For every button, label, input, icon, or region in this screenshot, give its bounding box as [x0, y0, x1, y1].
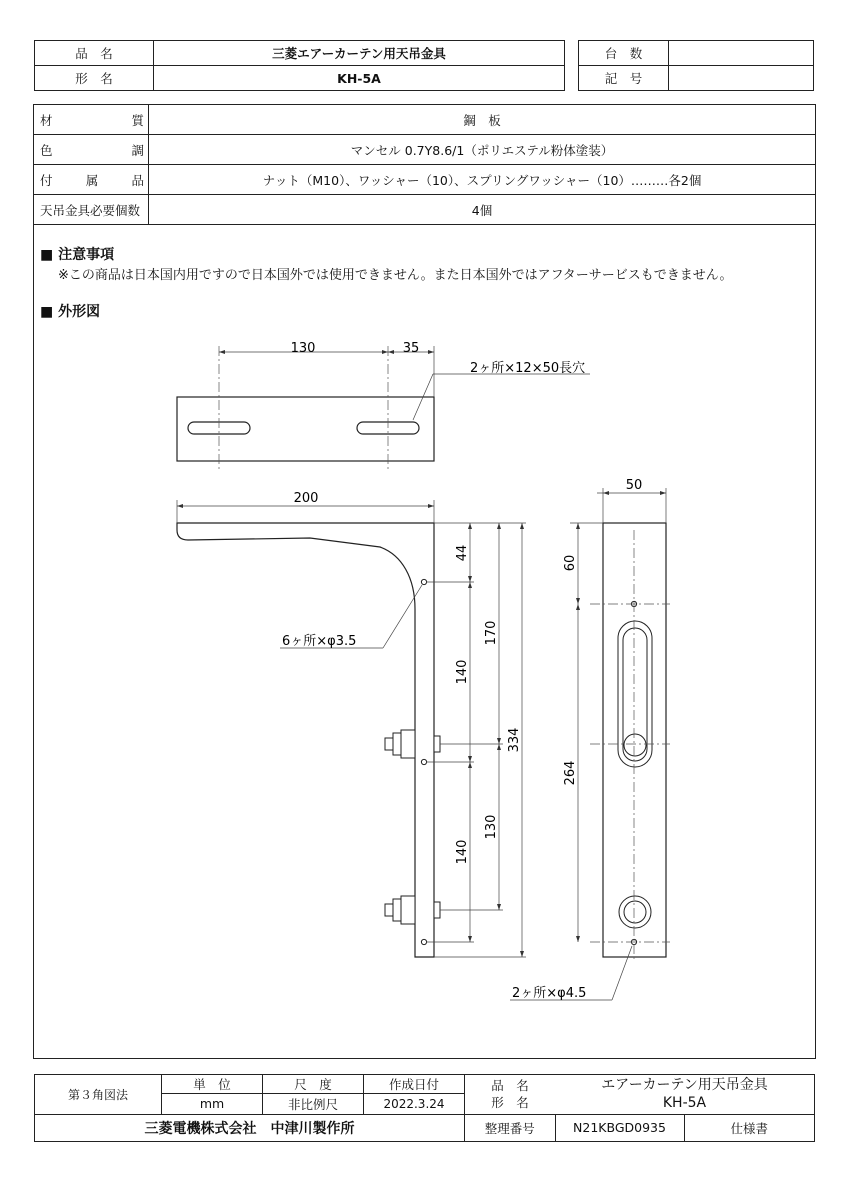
date-label: 作成日付	[364, 1075, 465, 1094]
scale-label: 尺 度	[263, 1075, 364, 1094]
spec-value: 4個	[149, 195, 816, 225]
projection: 第３角図法	[35, 1075, 162, 1115]
mark-label: 記 号	[579, 66, 669, 91]
dim-130b: 130	[484, 814, 499, 840]
dim-264: 264	[563, 760, 578, 786]
unit-value: mm	[162, 1094, 263, 1114]
product-name: 三菱エアーカーテン用天吊金具	[154, 41, 565, 66]
top-plate	[177, 397, 434, 461]
drawing-title: ■ 外形図	[40, 304, 101, 320]
doc-type: 仕様書	[684, 1114, 815, 1141]
dim-334: 334	[507, 727, 522, 753]
spec-value: マンセル 0.7Y8.6/1（ポリエステル粉体塗装）	[149, 135, 816, 165]
dim-140b: 140	[455, 839, 470, 865]
spec-label: 付 属 品	[34, 165, 149, 195]
dim-50: 50	[625, 478, 643, 493]
spec-label: 色 調	[34, 135, 149, 165]
qty-label: 台 数	[579, 41, 669, 66]
model-label: 形 名	[35, 66, 154, 91]
front-slot-inner	[623, 628, 647, 761]
hole6-note: 6ヶ所×φ3.5	[282, 634, 357, 649]
product-name-label: 品 名	[35, 41, 154, 66]
spec-value: 鋼 板	[149, 105, 816, 135]
front-plate	[603, 523, 666, 957]
company: 三菱電機株式会社 中津川製作所	[35, 1114, 465, 1141]
dim-60: 60	[563, 554, 578, 572]
date-value: 2022.3.24	[364, 1094, 465, 1114]
dim-35: 35	[402, 341, 420, 356]
model-name: KH-5A	[154, 66, 565, 91]
dim-130: 130	[290, 341, 316, 356]
hole2-note: 2ヶ所×φ4.5	[512, 986, 587, 1001]
ref-label: 整理番号	[465, 1114, 556, 1141]
caution-text: ※この商品は日本国内用ですので日本国外では使用できません。また日本国外ではアフターサービスもできません。	[58, 268, 733, 283]
spec-label: 天吊金具必要個数	[34, 195, 149, 225]
title-values: エアーカーテン用天吊金具 KH-5A	[555, 1075, 815, 1115]
dim-200: 200	[293, 491, 319, 506]
spec-value: ナット（M10）、ワッシャー（10）、スプリングワッシャー（10）………各2個	[149, 165, 816, 195]
title-block	[34, 1074, 815, 1142]
spec-label: 材 質	[34, 105, 149, 135]
dim-140a: 140	[455, 659, 470, 685]
caution-title: ■ 注意事項	[40, 247, 115, 263]
scale-value: 非比例尺	[263, 1094, 364, 1114]
ref-value: N21KBGD0935	[555, 1114, 684, 1141]
unit-label: 単 位	[162, 1075, 263, 1094]
dim-170: 170	[484, 620, 499, 646]
dim-44: 44	[455, 544, 470, 562]
title-labels: 品 名 形 名	[465, 1075, 556, 1115]
slot-note: 2ヶ所×12×50長穴	[470, 361, 586, 376]
